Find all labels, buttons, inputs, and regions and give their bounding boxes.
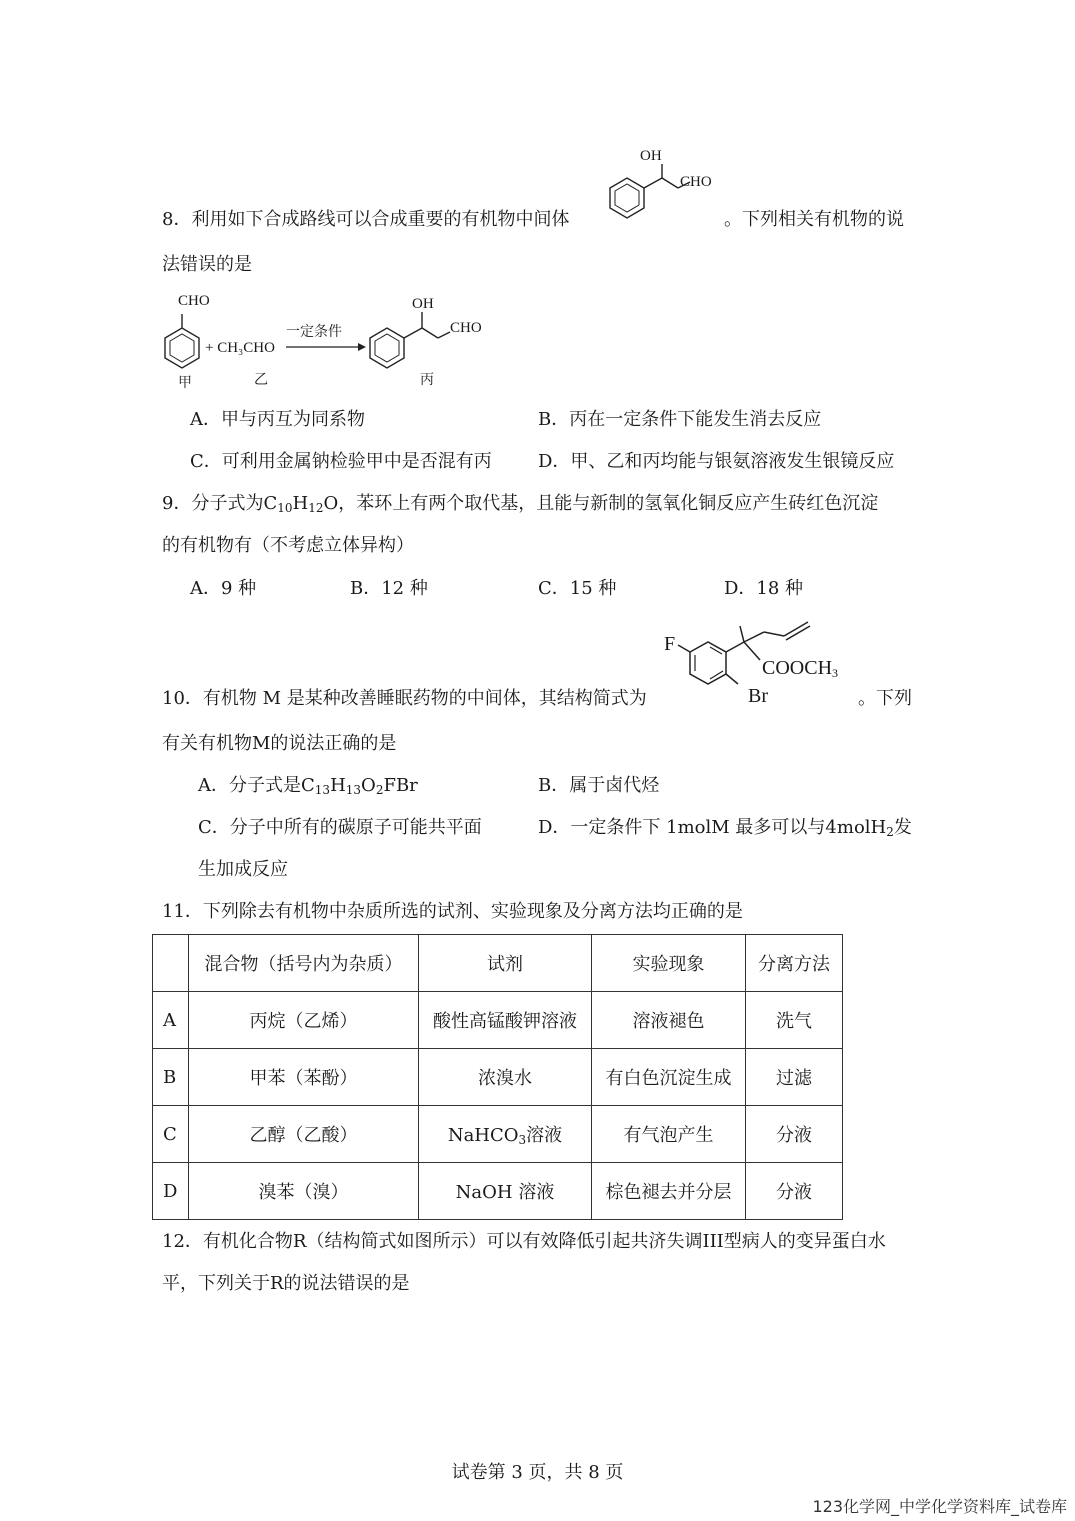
- q10-option-c: C．分子中所有的碳原子可能共平面: [198, 817, 482, 838]
- q9-stem-line2: 的有机物有（不考虑立体异构）: [162, 535, 414, 556]
- table-row: [153, 1163, 843, 1220]
- watermark: 123化学网_中学化学资料库_试卷库: [812, 1497, 1067, 1516]
- table-header-cell: 混合物（括号内为杂质）: [189, 935, 419, 992]
- q10-struct-br: Br: [748, 685, 768, 707]
- q8-option-d: D．甲、乙和丙均能与银氨溶液发生银镜反应: [538, 451, 895, 472]
- q10-struct-f: F: [664, 633, 676, 655]
- table-cell-method: 分液: [746, 1106, 843, 1163]
- table-row: [153, 1106, 843, 1163]
- q9-stem-line1: 9．分子式为$C_{10}H_{12}O$，苯环上有两个取代基，且能与新制的氢氧化铜反应产生砖红色沉淀: [162, 493, 879, 515]
- q8-option-b: B．丙在一定条件下能发生消去反应: [538, 409, 822, 430]
- table-cell-phenomenon: 棕色褪去并分层: [592, 1163, 746, 1220]
- table-header-cell: 试剂: [419, 935, 592, 992]
- q11-stem: 11．下列除去有机物中杂质所选的试剂、实验现象及分离方法均正确的是: [162, 901, 743, 922]
- q8-jia-cho: CHO: [178, 293, 210, 309]
- q8-option-a: A．甲与丙互为同系物: [190, 409, 365, 430]
- q10-option-a: A．分子式是$C_{13}H_{13}O_2FBr$: [198, 775, 418, 797]
- q8-plus-reagent: + CH₃CHO: [205, 340, 275, 356]
- q9-option-d: D．18 种: [724, 578, 804, 599]
- table-row: [153, 992, 843, 1049]
- q8-stem-line1-end: 。下列相关有机物的说: [724, 209, 904, 230]
- q8-target-oh: OH: [640, 148, 662, 164]
- q9-option-b: B．12 种: [350, 578, 428, 599]
- q10-stem-line1: 10．有机物 M 是某种改善睡眠药物的中间体，其结构简式为: [162, 688, 647, 709]
- q8-label-jia: 甲: [178, 375, 192, 391]
- q8-bing-cho: CHO: [450, 320, 482, 336]
- page-footer: 试卷第 3 页，共 8 页: [451, 1462, 624, 1483]
- table-cell-mixture: 丙烷（乙烯）: [189, 992, 419, 1049]
- table-cell-mixture: 溴苯（溴）: [189, 1163, 419, 1220]
- q8-label-bing: 丙: [420, 372, 434, 388]
- q10-option-b: B．属于卤代烃: [538, 775, 660, 796]
- table-row: [153, 1049, 843, 1106]
- q10-option-d: D．一定条件下 1molM 最多可以与4molH$_2$发: [538, 817, 912, 839]
- table-row-label: C: [153, 1106, 189, 1163]
- q8-stem-line2: 法错误的是: [162, 254, 252, 275]
- q8-arrow-label: 一定条件: [286, 324, 342, 340]
- table-cell-reagent: NaHCO$_3$溶液: [419, 1106, 592, 1163]
- table-cell-mixture: 甲苯（苯酚）: [189, 1049, 419, 1106]
- table-cell-reagent: 酸性高锰酸钾溶液: [419, 992, 592, 1049]
- q11-table: [152, 934, 843, 1220]
- table-cell-phenomenon: 有白色沉淀生成: [592, 1049, 746, 1106]
- table-cell-reagent: NaOH 溶液: [419, 1163, 592, 1220]
- q9-option-c: C．15 种: [538, 578, 617, 599]
- q8-target-cho: CHO: [680, 174, 712, 190]
- q8-bing-oh: OH: [412, 296, 434, 312]
- q10-struct-ester: $COOCH_3$: [762, 657, 839, 680]
- table-header-cell: [153, 935, 189, 992]
- table-cell-mixture: 乙醇（乙酸）: [189, 1106, 419, 1163]
- q10-option-d-continued: 生加成反应: [198, 859, 288, 880]
- table-cell-method: 过滤: [746, 1049, 843, 1106]
- table-header-cell: 分离方法: [746, 935, 843, 992]
- q9-option-a: A．9 种: [190, 578, 257, 599]
- q8-stem-line1: 8．利用如下合成路线可以合成重要的有机物中间体: [162, 209, 570, 230]
- q8-option-c: C．可利用金属钠检验甲中是否混有丙: [190, 451, 492, 472]
- table-cell-phenomenon: 溶液褪色: [592, 992, 746, 1049]
- table-cell-method: 洗气: [746, 992, 843, 1049]
- table-row-label: B: [153, 1049, 189, 1106]
- q10-stem-line1-end: 。下列: [858, 688, 912, 709]
- table-cell-reagent: 浓溴水: [419, 1049, 592, 1106]
- q10-stem-line2: 有关有机物M的说法正确的是: [162, 733, 397, 754]
- table-header-row: [153, 935, 843, 992]
- q12-stem-line1: 12．有机化合物R（结构简式如图所示）可以有效降低引起共济失调III型病人的变异蛋白水: [162, 1231, 886, 1252]
- table-cell-phenomenon: 有气泡产生: [592, 1106, 746, 1163]
- table-cell-method: 分液: [746, 1163, 843, 1220]
- q12-stem-line2: 平，下列关于R的说法错误的是: [162, 1273, 410, 1294]
- q8-label-yi: 乙: [254, 372, 268, 388]
- table-row-label: A: [153, 992, 189, 1049]
- table-row-label: D: [153, 1163, 189, 1220]
- table-header-cell: 实验现象: [592, 935, 746, 992]
